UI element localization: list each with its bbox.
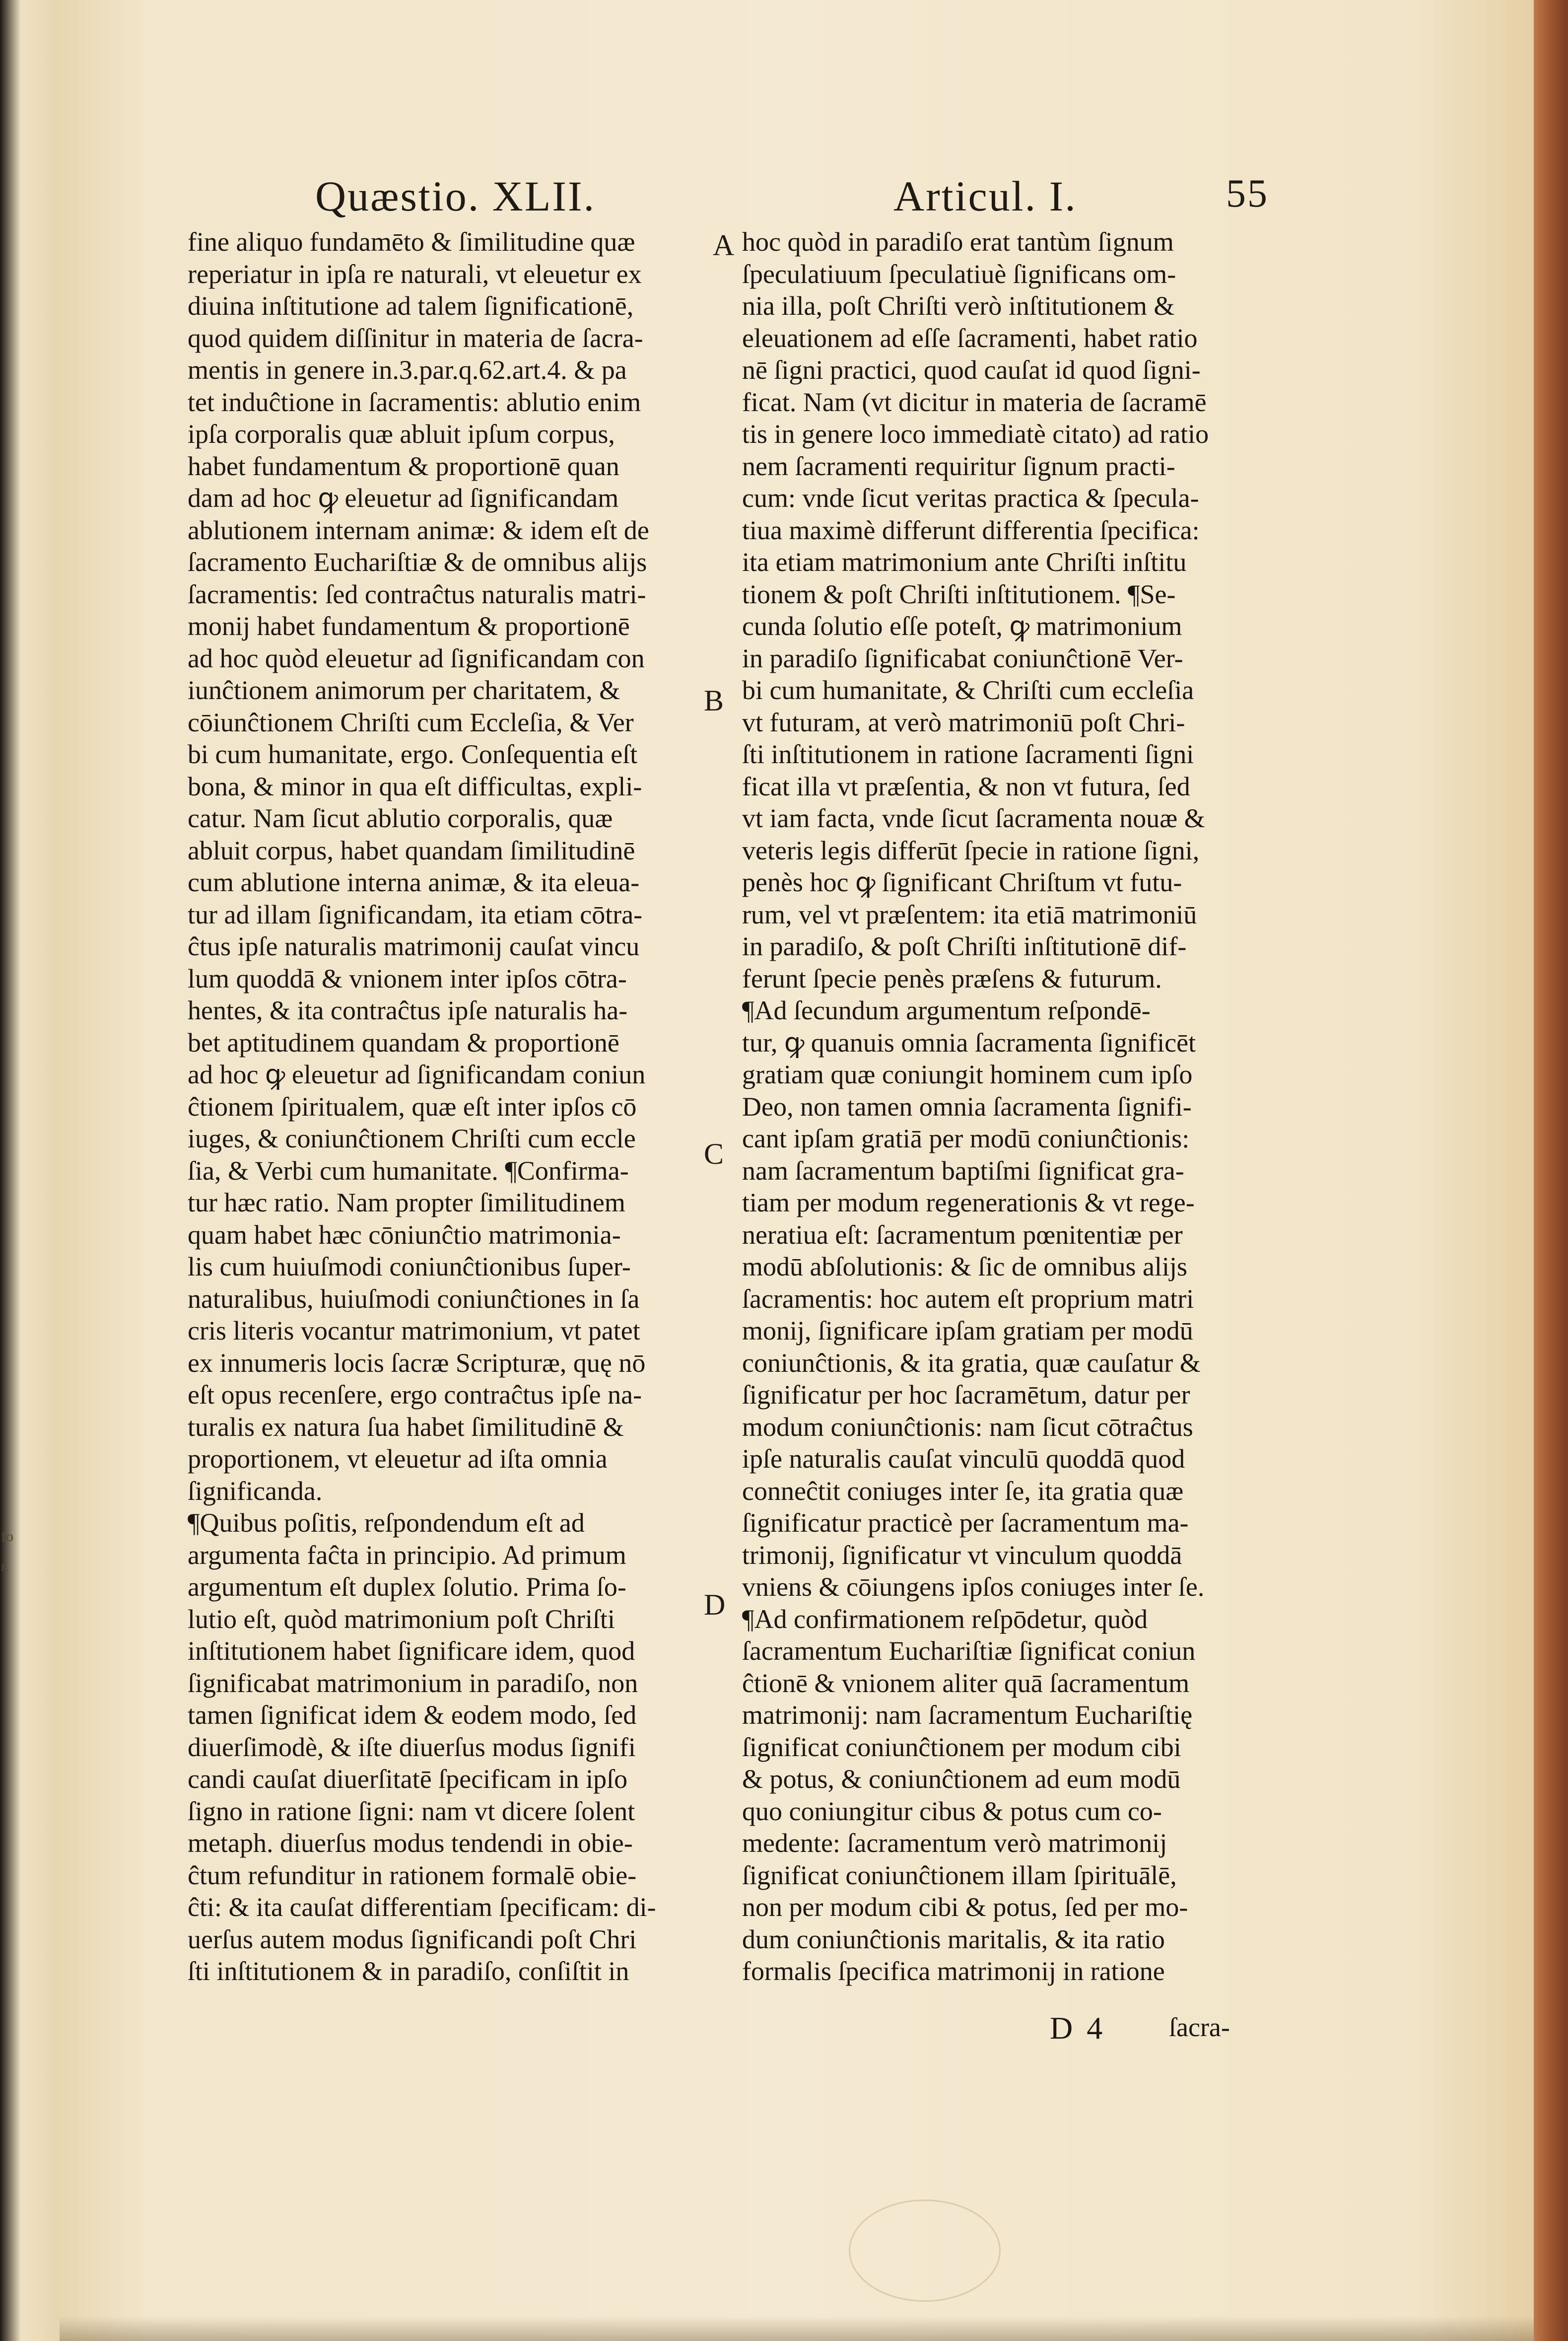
text-line: ſpeculatiuum ſpeculatiuè ſignificans om- [742,259,1176,289]
text-line: tiam per modum regenerationis & vt rege- [742,1188,1195,1217]
text-line: bi cum humanitate, & Chriſti cum eccleſia [742,675,1194,705]
text-line: matrimonij: nam ſacramentum Euchariſtię [742,1700,1193,1730]
right-text-column [742,226,1263,1987]
text-line: tur ad illam ſignificandam, ita etiam cōtra- [188,899,643,929]
text-line: ĉti: & ita cauſat differentiam ſpecificam: di- [188,1892,656,1922]
text-line: ¶Ad ſecundum argumentum reſpondē- [742,995,1151,1025]
text-line: ¶Quibus poſitis, reſpondendum eſt ad [188,1508,585,1538]
text-line: tis in genere loco immediatè citato) ad ratio [742,419,1209,449]
text-line: diuerſimodè, & iſte diuerſus modus ſignifi [188,1732,636,1762]
text-line: modū abſolutionis: & ſic de omnibus alijs [742,1252,1187,1281]
margin-fragment: fo [1,1528,13,1545]
text-line: lum quoddā & vnionem inter ipſos cōtra- [188,963,627,993]
text-line: formalis ſpecifica matrimonij in ratione [742,1956,1165,1986]
paper-stain [849,2199,1001,2302]
text-line: ſti inſtitutionem & in paradiſo, conſiſtit in [188,1956,629,1986]
text-line: cum ablutione interna animæ, & ita eleua- [188,867,640,897]
text-line: veteris legis differūt ſpecie in ratione ſigni, [742,835,1200,865]
text-line: ſignificatur practicè per ſacramentum ma- [742,1508,1189,1538]
text-line: cant ipſam gratiā per modū coniunĉtionis: [742,1124,1190,1153]
text-line: nē ſigni practici, quod cauſat id quod ſigni- [742,355,1201,385]
text-line: inſtitutionem habet ſignificare idem, quod [188,1636,635,1666]
text-line: hentes, & ita contraĉtus ipſe naturalis ha- [188,995,628,1025]
text-line: reperiatur in ipſa re naturali, vt eleuetur ex [188,259,642,289]
text-line: Deo, non tamen omnia ſacramenta ſignifi- [742,1091,1192,1122]
text-line: monij, ſignificare ipſam gratiam per modū [742,1316,1193,1346]
running-head-question: Quæstio. XLII. [315,172,596,220]
text-line: cris literis vocantur matrimonium, vt patet [188,1316,640,1346]
text-line: bi cum humanitate, ergo. Conſequentia eſt [188,739,638,769]
text-line: vt iam facta, vnde ſicut ſacramenta nouæ & [742,803,1205,833]
text-line: iuges, & coniunĉtionem Chriſti cum eccle [188,1124,636,1153]
text-line: quo coniungitur cibus & potus cum co- [742,1796,1162,1826]
text-line: bet aptitudinem quandam & proportionē [188,1027,619,1058]
text-line: metaph. diuerſus modus tendendi in obie- [188,1828,633,1858]
text-line: ficat. Nam (vt dicitur in materia de ſacramē [742,387,1207,417]
text-line: ſignificabat matrimonium in paradiſo, non [188,1668,638,1698]
folio-number: 55 [1226,172,1269,215]
section-letter-a: A [713,229,735,262]
text-line: cōiunĉtionem Chriſti cum Eccleſia, & Ver [188,707,634,737]
text-line: quod quidem diſſinitur in materia de ſacra- [188,323,643,353]
text-line: ſignificanda. [188,1476,323,1506]
text-line: ĉtionē & vnionem aliter quā ſacramentum [742,1668,1190,1698]
text-line: ſia, & Verbi cum humanitate. ¶Confirma- [188,1155,629,1186]
text-line: tet induĉtione in ſacramentis: ablutio enim [188,387,641,417]
text-line: conneĉtit coniuges inter ſe, ita gratia quæ [742,1476,1184,1506]
text-line: ferunt ſpecie penès præſens & futurum. [742,963,1162,993]
page-block-edge [1534,0,1568,2341]
text-line: cum: vnde ſicut veritas practica & ſpecula- [742,483,1199,513]
text-line: quam habet hæc cōniunĉtio matrimonia- [188,1219,621,1250]
text-line: tionem & poſt Chriſti inſtitutionem. ¶Se- [742,579,1176,609]
text-line: argumenta faĉta in principio. Ad primum [188,1540,626,1570]
text-line: trimonij, ſignificatur vt vinculum quoddā [742,1540,1182,1570]
text-line: in paradiſo ſignificabat coniunĉtionē Ver- [742,643,1183,673]
text-line: neratiua eſt: ſacramentum pœnitentiæ per [742,1219,1183,1250]
text-line: lutio eſt, quòd matrimonium poſt Chriſti [188,1604,615,1634]
signature-mark: D 4 [1050,2010,1106,2046]
text-line: bona, & minor in qua eſt difficultas, expli- [188,771,642,801]
text-line: ſacramentum Euchariſtiæ ſignificat coniun [742,1636,1196,1666]
text-line: vt futuram, at verò matrimoniū poſt Chri- [742,707,1185,737]
text-line: ex innumeris locis ſacræ Scripturæ, quę nō [188,1348,646,1378]
page-bottom-shadow [60,2316,1534,2341]
text-line: ita etiam matrimonium ante Chriſti inſtitu [742,547,1187,577]
margin-fragment: r. [1,1558,9,1574]
left-text-column [188,226,704,1987]
text-line: medente: ſacramentum verò matrimonij [742,1828,1167,1858]
text-line: ſignificat coniunĉtionem illam ſpirituālē, [742,1860,1177,1890]
text-line: penès hoc ꝙ ſignificant Chriſtum vt futu- [742,867,1182,897]
text-line: abluit corpus, habet quandam ſimilitudinē [188,835,635,865]
text-line: ipſa corporalis quæ abluit ipſum corpus, [188,419,615,449]
text-line: diuina inſtitutione ad talem ſignificationē, [188,291,634,321]
text-line: fine aliquo fundamēto & ſimilitudine quæ [188,227,635,257]
text-line: tamen ſignificat idem & eodem modo, ſed [188,1700,637,1730]
text-line: cunda ſolutio eſſe poteſt, ꝙ matrimonium [742,611,1182,641]
text-line: tur hæc ratio. Nam propter ſimilitudinem [188,1188,625,1217]
section-letter-b: B [704,684,724,717]
text-line: uerſus autem modus ſignificandi poſt Chri [188,1924,637,1954]
section-letter-d: D [704,1588,726,1621]
text-line: ſti inſtitutionem in ratione ſacramenti ſigni [742,739,1194,769]
text-line: habet fundamentum & proportionē quan [188,451,619,481]
text-line: mentis in genere in.3.par.q.62.art.4. & pa [188,355,627,385]
text-line: eleuationem ad eſſe ſacramenti, habet ratio [742,323,1198,353]
text-line: ſacramento Euchariſtiæ & de omnibus alijs [188,547,647,577]
text-line: argumentum eſt duplex ſolutio. Prima ſo- [188,1572,626,1602]
catchword: ſacra- [1169,2012,1230,2042]
text-line: tiua maximè differunt differentia ſpecifica: [742,515,1200,545]
facing-page-edge [0,0,60,2341]
text-line: ablutionem internam animæ: & idem eſt de [188,515,649,545]
text-line: gratiam quæ coniungit hominem cum ipſo [742,1060,1193,1089]
text-line: nam ſacramentum baptiſmi ſignificat gra- [742,1155,1184,1186]
text-line: ſigno in ratione ſigni: nam vt dicere ſolent [188,1796,635,1826]
text-line: monij habet fundamentum & proportionē [188,611,630,641]
section-letter-c: C [704,1137,724,1170]
text-line: ſignificatur per hoc ſacramētum, datur per [742,1380,1190,1410]
text-line: dam ad hoc ꝙ eleuetur ad ſignificandam [188,483,619,513]
text-line: ¶Ad confirmationem reſpōdetur, quòd [742,1604,1148,1634]
text-line: ſacramentis: hoc autem eſt proprium matri [742,1283,1194,1314]
text-line: iunĉtionem animorum per charitatem, & [188,675,620,705]
text-line: rum, vel vt præſentem: ita etiā matrimoniū [742,899,1197,929]
text-line: ſacramentis: ſed contraĉtus naturalis matri- [188,579,646,609]
text-line: modum coniunĉtionis: nam ſicut cōtraĉtus [742,1412,1193,1442]
text-line: coniunĉtionis, & ita gratia, quæ cauſatur & [742,1348,1201,1378]
text-line: ad hoc ꝙ eleuetur ad ſignificandam coniun [188,1060,646,1089]
text-line: dum coniunĉtionis maritalis, & ita ratio [742,1924,1165,1954]
text-line: turalis ex natura ſua habet ſimilitudinē & [188,1412,624,1442]
text-line: eſt opus recenſere, ergo contraĉtus ipſe na- [188,1380,642,1410]
text-line: nia illa, poſt Chriſti verò inſtitutionem & [742,291,1175,321]
text-line: in paradiſo, & poſt Chriſti inſtitutionē dif- [742,931,1187,961]
text-line: ad hoc quòd eleuetur ad ſignificandam con [188,643,645,673]
text-line: candi cauſat diuerſitatē ſpecificam in ipſo [188,1764,628,1794]
text-line: hoc quòd in paradiſo erat tantùm ſignum [742,227,1174,257]
text-line: ſignificat coniunĉtionem per modum cibi [742,1732,1181,1762]
text-line: ĉtionem ſpiritualem, quæ eſt inter ipſos cō [188,1091,637,1122]
text-line: tur, ꝙ quanuis omnia ſacramenta ſignificēt [742,1027,1196,1058]
text-line: catur. Nam ſicut ablutio corporalis, quæ [188,803,613,833]
text-line: vniens & cōiungens ipſos coniuges inter ſe. [742,1572,1205,1602]
text-line: nem ſacramenti requiritur ſignum practi- [742,451,1175,481]
text-line: naturalibus, huiuſmodi coniunĉtiones in ſa [188,1283,640,1314]
text-line: ĉtus ipſe naturalis matrimonij cauſat vincu [188,931,640,961]
text-line: & potus, & coniunĉtionem ad eum modū [742,1764,1181,1794]
text-line: proportionem, vt eleuetur ad iſta omnia [188,1444,608,1474]
text-line: non per modum cibi & potus, ſed per mo- [742,1892,1188,1922]
text-line: ficat illa vt præſentia, & non vt futura, ſed [742,771,1190,801]
text-line: ĉtum refunditur in rationem formalē obie- [188,1860,637,1890]
running-head-article: Articul. I. [893,172,1077,220]
text-line: lis cum huiuſmodi coniunĉtionibus ſuper- [188,1252,631,1281]
text-line: ipſe naturalis cauſat vinculū quoddā quod [742,1444,1185,1474]
